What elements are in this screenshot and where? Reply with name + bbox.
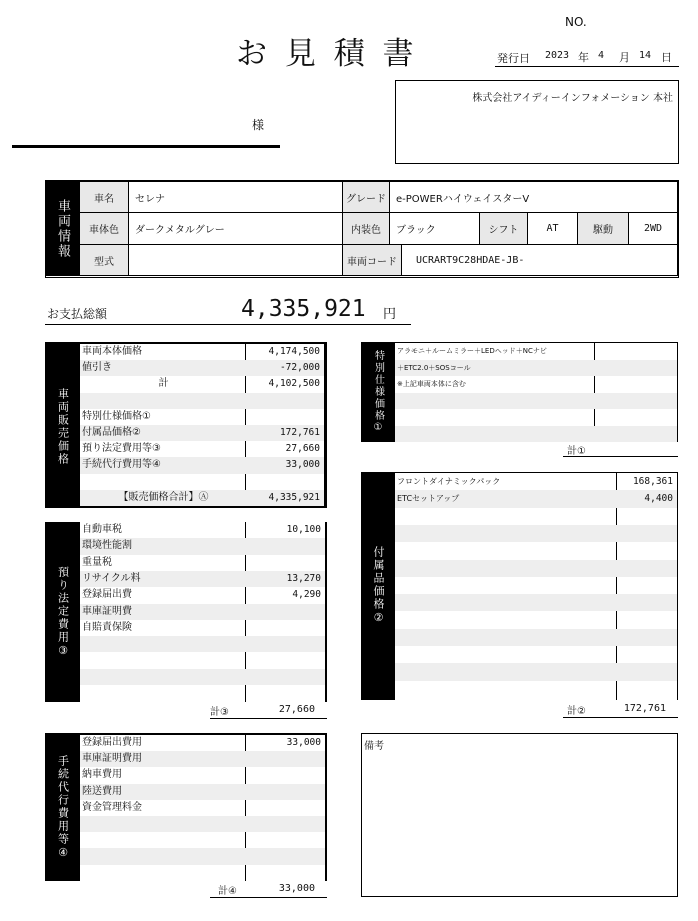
table-row bbox=[80, 767, 325, 783]
row-label bbox=[395, 508, 616, 525]
table-row bbox=[395, 542, 677, 559]
row-value: 33,000 bbox=[286, 737, 321, 748]
row-label bbox=[395, 577, 616, 594]
table-row bbox=[80, 652, 325, 668]
table-row bbox=[80, 816, 325, 832]
row-label: 車庫証明費用 bbox=[82, 753, 142, 765]
table-row bbox=[395, 508, 677, 525]
customer-name-line bbox=[12, 145, 280, 148]
row-label bbox=[395, 560, 616, 577]
table-row bbox=[395, 343, 677, 360]
body-color-label: 車体色 bbox=[79, 212, 129, 245]
row-label: 登録届出費用 bbox=[82, 737, 142, 748]
accessories-side-label: 付属品価格② bbox=[361, 472, 395, 700]
vehicle-code: UCRART9C28HDAE-JB- bbox=[401, 244, 678, 276]
row-value: 4,335,921 bbox=[268, 491, 320, 503]
issue-month: 4 bbox=[598, 50, 605, 61]
row-label bbox=[80, 685, 245, 701]
interior-color: ブラック bbox=[389, 212, 480, 245]
row-label: 預り法定費用等③ bbox=[82, 443, 161, 455]
total-payment-unit: 円 bbox=[383, 307, 397, 322]
row-label: ETCセットアップ bbox=[397, 494, 460, 504]
vehicle-code-label: 車両コード bbox=[342, 244, 402, 276]
row-label bbox=[80, 816, 245, 832]
legal-fees-table bbox=[80, 522, 325, 702]
row-label bbox=[395, 646, 616, 663]
legal-fees-side-label: 預り法定費用③ bbox=[45, 552, 80, 672]
row-label: 計 bbox=[158, 378, 169, 390]
row-value: -72,000 bbox=[279, 362, 320, 374]
issue-day: 14 bbox=[639, 50, 652, 61]
row-label: 付属品価格② bbox=[82, 427, 141, 438]
table-row bbox=[80, 636, 325, 652]
legal-fees-total-value: 27,660 bbox=[278, 704, 315, 715]
table-row bbox=[80, 571, 325, 587]
row-label bbox=[395, 663, 616, 680]
accessories-section bbox=[361, 472, 678, 700]
row-label: 車庫証明費 bbox=[82, 605, 132, 617]
car-name: セレナ bbox=[128, 181, 343, 213]
row-label bbox=[395, 426, 594, 443]
company-name: 株式会社アイディーインフォメーション 本社 bbox=[472, 93, 673, 104]
row-label bbox=[395, 629, 616, 646]
row-label bbox=[80, 848, 245, 864]
row-label bbox=[395, 681, 616, 698]
body-color: ダークメタルグレー bbox=[128, 212, 343, 245]
special-spec-side-label: 特別仕様価格① bbox=[361, 342, 395, 442]
row-label bbox=[80, 832, 245, 848]
table-row bbox=[80, 685, 325, 701]
total-payment-amount: 4,335,921 bbox=[241, 296, 366, 322]
remarks-label: 備考 bbox=[364, 741, 384, 752]
table-row bbox=[80, 344, 324, 360]
table-row bbox=[395, 560, 677, 577]
row-label bbox=[395, 525, 616, 542]
special-spec-total bbox=[563, 442, 678, 457]
model-label: 型式 bbox=[79, 244, 129, 276]
table-row bbox=[80, 522, 325, 538]
table-row bbox=[395, 360, 677, 377]
table-row bbox=[80, 409, 324, 425]
row-label: ＋ETC2.0＋SOSコール bbox=[397, 363, 471, 372]
grade-label: グレード bbox=[342, 181, 390, 213]
remarks-box bbox=[361, 733, 678, 897]
table-row bbox=[395, 646, 677, 663]
row-label: 納車費用 bbox=[82, 769, 122, 781]
row-value: 33,000 bbox=[285, 459, 320, 471]
accessories-total-label: 計② bbox=[567, 706, 586, 717]
table-row bbox=[395, 663, 677, 680]
shift: AT bbox=[527, 212, 578, 245]
row-value: 13,270 bbox=[286, 572, 321, 584]
row-label: アラモニ＋ルームミラー＋LEDヘッド＋NCナビ bbox=[397, 347, 547, 355]
table-row bbox=[80, 457, 324, 473]
row-label: 自賠責保険 bbox=[82, 621, 132, 633]
table-row bbox=[395, 577, 677, 594]
company-box bbox=[395, 80, 679, 164]
row-label bbox=[395, 594, 616, 611]
table-row bbox=[80, 848, 325, 864]
model bbox=[128, 244, 343, 276]
issue-year: 2023 bbox=[545, 50, 570, 61]
table-row bbox=[80, 474, 324, 490]
table-row bbox=[80, 669, 325, 685]
legal-fees-total-label: 計③ bbox=[210, 707, 229, 718]
legal-fees-section bbox=[45, 522, 327, 702]
issue-date bbox=[495, 48, 679, 67]
interior-color-label: 内装色 bbox=[342, 212, 390, 245]
vehicle-info-side-label: 車両情報 bbox=[46, 181, 79, 276]
special-spec-table bbox=[395, 342, 678, 442]
table-row bbox=[395, 376, 677, 393]
row-label bbox=[395, 542, 616, 559]
table-row bbox=[80, 490, 324, 506]
row-label bbox=[80, 652, 245, 668]
row-label: リサイクル料 bbox=[82, 572, 141, 584]
table-row bbox=[395, 473, 677, 490]
row-label bbox=[80, 393, 245, 409]
row-label: 手続代行費用等④ bbox=[82, 459, 161, 471]
drive: 2WD bbox=[628, 212, 678, 245]
table-row bbox=[80, 587, 325, 603]
procedure-fees-side-label: 手続代行費用等④ bbox=[45, 741, 80, 875]
table-row bbox=[395, 594, 677, 611]
row-label: 環境性能割 bbox=[82, 540, 132, 552]
procedure-fees-section bbox=[45, 733, 327, 881]
row-label: 特別仕様価格① bbox=[82, 410, 151, 422]
table-row bbox=[395, 611, 677, 628]
table-row bbox=[80, 376, 324, 392]
row-label: 登録届出費 bbox=[82, 589, 132, 601]
table-row bbox=[395, 426, 677, 443]
document-title: お 見 積 書 bbox=[236, 36, 418, 72]
sales-price-table bbox=[80, 344, 324, 506]
table-row bbox=[80, 784, 325, 800]
row-value: 10,100 bbox=[286, 524, 321, 535]
row-value: 4,102,500 bbox=[268, 378, 320, 390]
row-label bbox=[395, 409, 594, 426]
table-row bbox=[80, 751, 325, 767]
car-name-label: 車名 bbox=[79, 181, 129, 213]
table-row bbox=[80, 800, 325, 816]
row-value: 4,400 bbox=[644, 493, 673, 505]
drive-label: 駆動 bbox=[577, 212, 629, 245]
row-label bbox=[80, 474, 245, 490]
table-row bbox=[80, 735, 325, 751]
row-label bbox=[80, 669, 245, 685]
row-label bbox=[80, 865, 245, 881]
total-payment-label: お支払総額 bbox=[47, 307, 108, 321]
table-row bbox=[80, 425, 324, 441]
table-row bbox=[80, 604, 325, 620]
table-row bbox=[395, 393, 677, 410]
accessories-table bbox=[395, 472, 678, 700]
table-row bbox=[395, 525, 677, 542]
row-value: 172,761 bbox=[279, 427, 320, 438]
special-spec-total-label: 計① bbox=[567, 446, 586, 457]
special-spec-section bbox=[361, 342, 678, 442]
table-row bbox=[395, 629, 677, 646]
table-row bbox=[80, 832, 325, 848]
row-value: 27,660 bbox=[285, 443, 320, 455]
table-row bbox=[395, 681, 677, 698]
row-label: 自動車税 bbox=[82, 524, 122, 535]
procedure-fees-total-label: 計④ bbox=[218, 886, 237, 897]
row-label: 車両本体価格 bbox=[82, 346, 142, 357]
row-label bbox=[395, 611, 616, 628]
row-label: 値引き bbox=[82, 362, 112, 374]
table-row bbox=[395, 490, 677, 507]
row-value: 168,361 bbox=[632, 476, 673, 487]
row-label: 資金管理料金 bbox=[82, 801, 142, 813]
table-row bbox=[80, 620, 325, 636]
row-label bbox=[80, 636, 245, 652]
row-value: 4,174,500 bbox=[268, 346, 320, 357]
table-row bbox=[80, 393, 324, 409]
day-unit: 日 bbox=[661, 51, 672, 64]
table-row bbox=[80, 360, 324, 376]
sales-price-side-label: 車両販売価格 bbox=[45, 377, 80, 477]
row-label: 重量税 bbox=[82, 556, 112, 568]
issue-date-label: 発行日 bbox=[497, 52, 530, 65]
document-number-label: NO. bbox=[565, 15, 587, 29]
table-row bbox=[80, 538, 325, 554]
procedure-fees-table bbox=[80, 735, 325, 881]
table-row bbox=[80, 865, 325, 881]
accessories-total bbox=[563, 702, 678, 718]
row-label bbox=[395, 393, 594, 410]
table-row bbox=[80, 441, 324, 457]
row-label: フロントダイナミックパック bbox=[397, 477, 501, 486]
customer-honorific: 様 bbox=[252, 118, 265, 132]
row-label: 【販売価格合計】Ⓐ bbox=[118, 491, 209, 503]
year-unit: 年 bbox=[578, 51, 589, 64]
month-unit: 月 bbox=[619, 51, 630, 64]
table-row bbox=[395, 409, 677, 426]
row-value: 4,290 bbox=[292, 589, 321, 601]
total-payment bbox=[45, 296, 411, 325]
legal-fees-total bbox=[210, 703, 327, 719]
sales-price-section bbox=[45, 342, 327, 508]
procedure-fees-total bbox=[210, 882, 327, 898]
vehicle-info bbox=[45, 180, 679, 278]
procedure-fees-total-value: 33,000 bbox=[278, 883, 315, 894]
row-label: 陸送費用 bbox=[82, 785, 122, 797]
table-row bbox=[80, 555, 325, 571]
accessories-total-value: 172,761 bbox=[623, 703, 666, 714]
grade: e-POWERハイウェイスターV bbox=[389, 181, 678, 213]
shift-label: シフト bbox=[479, 212, 528, 245]
row-label: ※上記車両本体に含む bbox=[397, 380, 466, 388]
